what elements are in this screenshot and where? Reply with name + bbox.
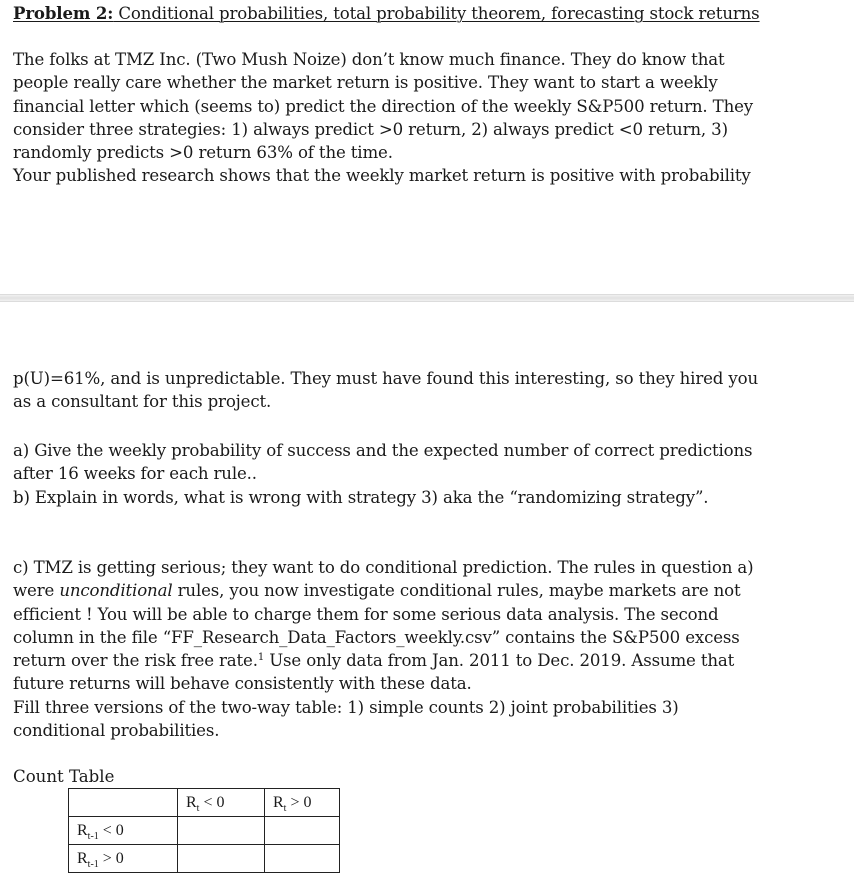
table-header-row (69, 789, 340, 817)
question-c-line: Fill three versions of the two-way table: 1) simple counts 2) joint probabilities 3) (13, 697, 679, 717)
table-row (69, 817, 340, 845)
intro-line: financial letter which (seems to) predict the direction of the weekly S&P500 return. They (13, 96, 754, 116)
question-b-line: b) Explain in words, what is wrong with strategy 3) aka the “randomizing strategy”. (13, 488, 709, 507)
problem-number: Problem 2: (13, 3, 114, 23)
question-c-line: c) TMZ is getting serious; they want to do conditional prediction. The rules in question a) (13, 558, 754, 577)
question-c-line: column in the file “FF_Research_Data_Factors_weekly.csv” contains the S&P500 excess (13, 627, 740, 647)
row-header-rt1-negative: $R_{t-1} < 0$ (69, 817, 178, 845)
question-c-line: future returns will behave consistently with these data. (13, 674, 472, 694)
intro-paragraph (13, 48, 813, 188)
question-a-line: after 16 weeks for each rule.. (13, 464, 257, 484)
question-c-text: Use only data from Jan. 2011 to Dec. 2019. Assume that (264, 651, 735, 671)
continuation-line: p(U)=61%, and is unpredictable. They must have found this interesting, so they hired you (13, 369, 758, 388)
intro-line: The folks at TMZ Inc. (Two Mush Noize) don’t know much finance. They do know that (13, 50, 725, 69)
question-c-text: were (13, 581, 60, 601)
page-top-section (0, 0, 854, 294)
question-a-line: a) Give the weekly probability of success and the expected number of correct predictions (13, 441, 753, 460)
intro-line: people really care whether the market return is positive. They want to start a weekly (13, 73, 718, 93)
table-cell-empty (178, 817, 265, 845)
col-header-rt-negative: $R_t < 0$ (178, 789, 265, 817)
intro-line: consider three strategies: 1) always predict >0 return, 2) always predict <0 return, 3) (13, 119, 728, 139)
row-header-rt1-positive: $R_{t-1} > 0$ (69, 845, 178, 873)
question-c-line: efficient ! You will be able to charge them for some serious data analysis. The second (13, 604, 719, 624)
footnote-marker: 1 (257, 652, 265, 664)
question-c (13, 556, 813, 742)
table-cell-empty (265, 845, 340, 873)
continuation-line: as a consultant for this project. (13, 392, 272, 412)
question-b (13, 486, 813, 509)
question-c-line: conditional probabilities. (13, 721, 220, 741)
question-c-text: rules, you now investigate conditional rules, maybe markets are not (172, 581, 741, 601)
count-table-title: Count Table (13, 767, 115, 786)
intro-line: Your published research shows that the weekly market return is positive with probability (13, 166, 751, 186)
table-cell-empty (265, 817, 340, 845)
table-cell-empty (178, 845, 265, 873)
problem-heading (13, 2, 813, 25)
problem-title: Conditional probabilities, total probability theorem, forecasting stock returns (113, 4, 760, 23)
question-a (13, 439, 813, 486)
question-c-line (13, 649, 813, 672)
count-table (68, 788, 340, 873)
continuation-paragraph (13, 367, 813, 414)
question-c-line (13, 579, 813, 602)
table-row (69, 845, 340, 873)
table-corner-cell (69, 789, 178, 817)
col-header-rt-positive: $R_t > 0$ (265, 789, 340, 817)
emphasis-unconditional: unconditional (59, 581, 173, 601)
question-c-text: return over the risk free rate. (13, 651, 258, 671)
intro-line: randomly predicts >0 return 63% of the time. (13, 143, 393, 163)
page-bottom-section (0, 301, 854, 884)
